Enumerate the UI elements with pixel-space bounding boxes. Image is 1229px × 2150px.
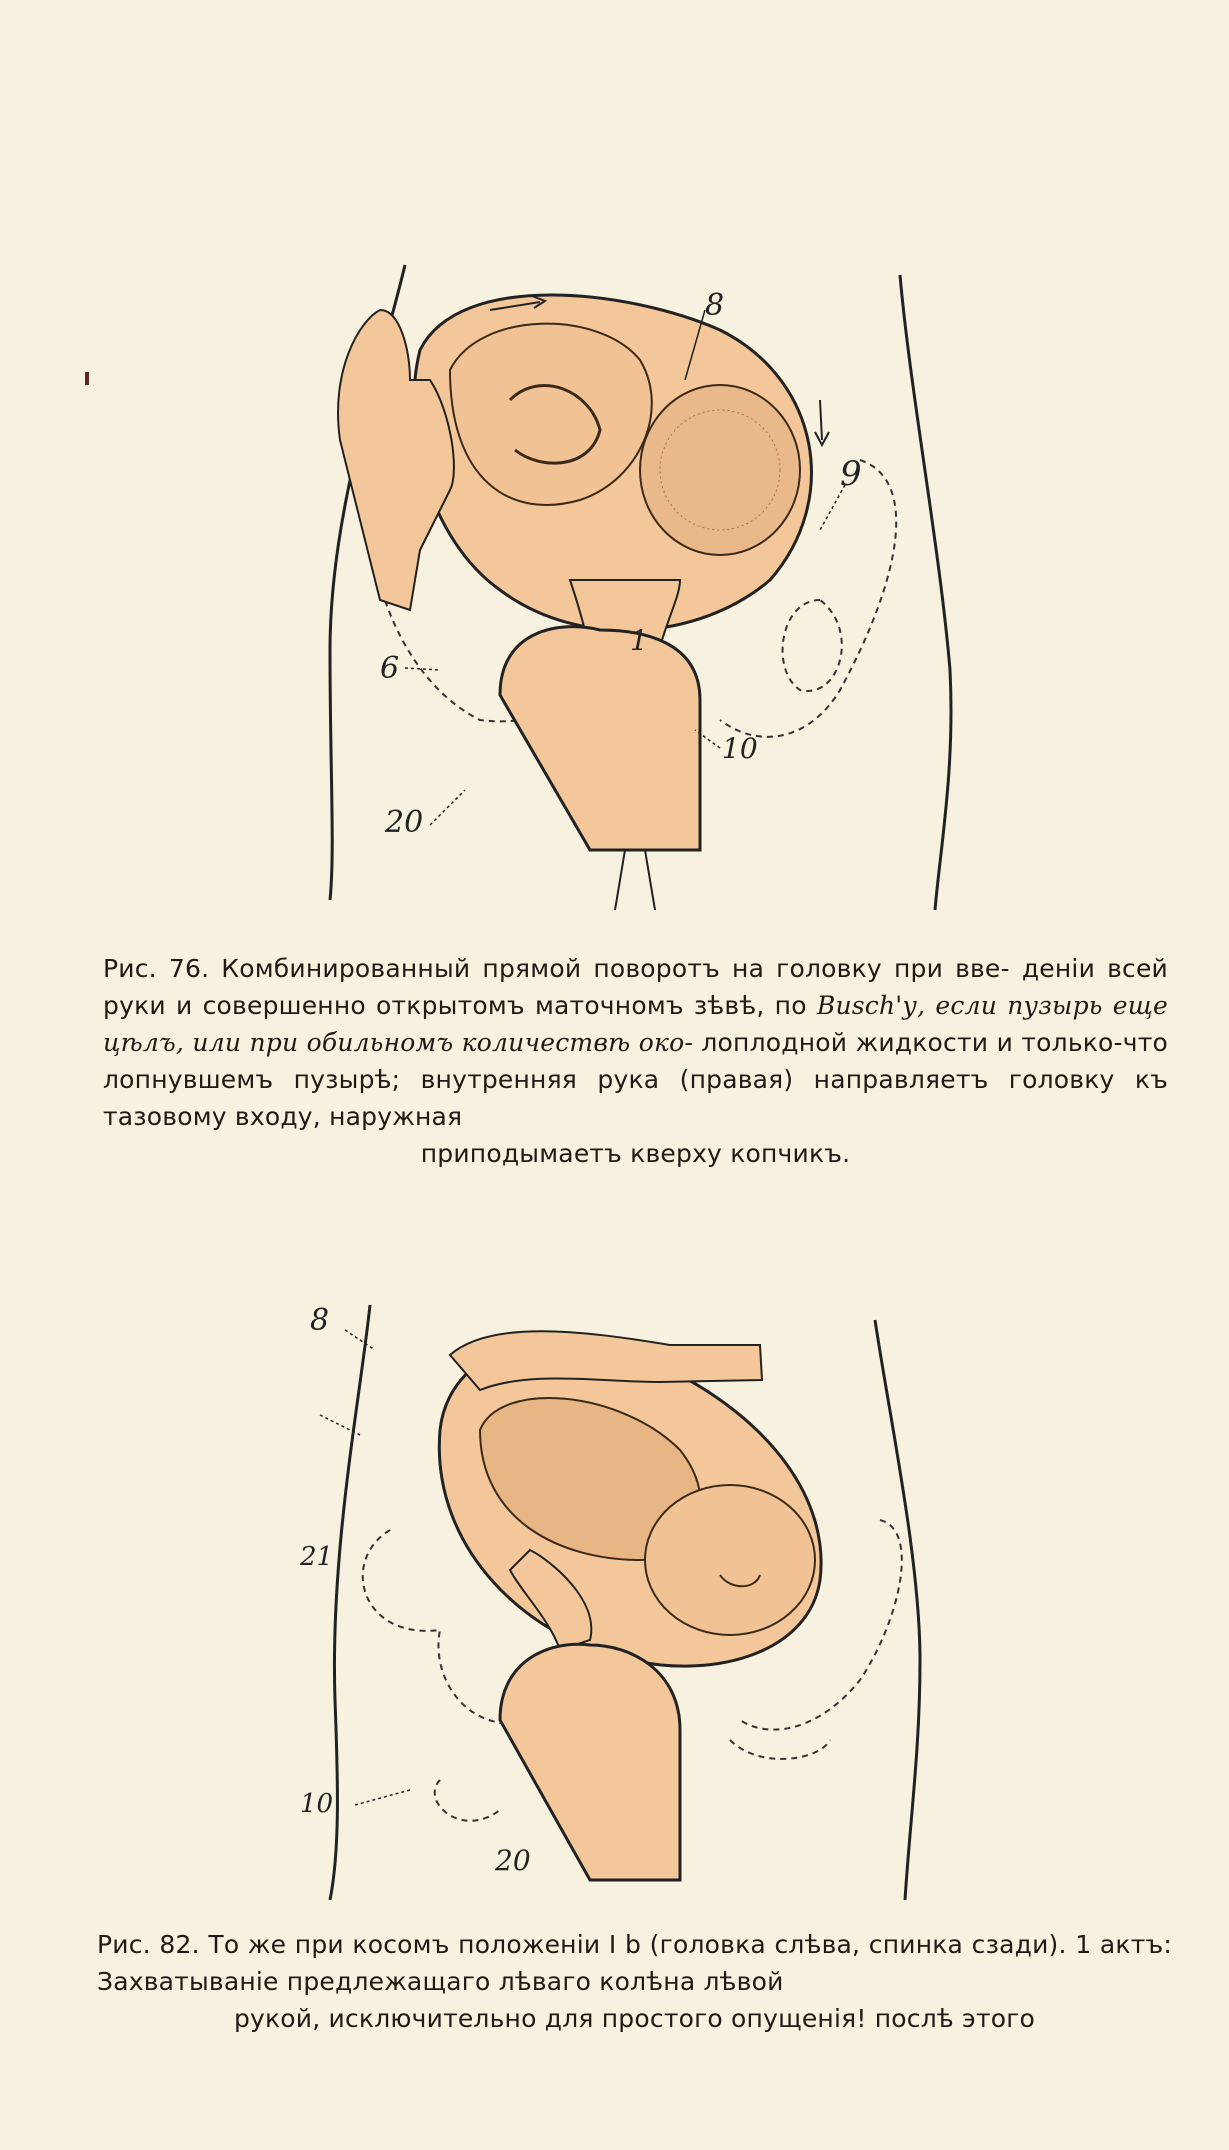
figure-82-number: Рис. 82. xyxy=(97,1930,200,1959)
caption-line: деніи всей руки и совершенно открытомъ маточномъ зѣвѣ, по xyxy=(103,954,1168,1020)
figure-76-drawing xyxy=(300,250,980,930)
caption-line: Busch'у, если пузырь еще цѣлъ, или при обильномъ количествѣ око- xyxy=(103,991,1169,1057)
caption-line: рука (правая) направляетъ головку къ тазовому входу, наружная xyxy=(103,1065,1168,1131)
fig82-label-20: 20 xyxy=(495,1844,531,1877)
caption-line: То же при косомъ положеніи I b (головка слѣва, спинка xyxy=(208,1930,964,1959)
fig76-label-6: 6 xyxy=(380,651,400,686)
figure-82-caption xyxy=(97,1926,1172,2037)
fig82-label-8: 8 xyxy=(310,1303,330,1338)
fig76-label-10: 10 xyxy=(722,732,758,765)
caption-line: сзади). 1 актъ: Захватываніе предлежащаго лѣваго колѣна лѣвой xyxy=(97,1930,1172,1996)
fig82-label-21: 21 xyxy=(300,1542,334,1572)
figure-76-caption xyxy=(103,950,1168,1172)
fig76-label-9: 9 xyxy=(840,454,862,494)
ink-speck xyxy=(85,372,89,385)
caption-line: приподымаетъ кверху копчикъ. xyxy=(420,1139,851,1168)
figure-82-drawing xyxy=(300,1300,980,1900)
fig76-label-20: 20 xyxy=(385,805,424,840)
fig82-label-10: 10 xyxy=(300,1789,334,1819)
fig76-label-1: 1 xyxy=(630,624,648,657)
figure-82-illustration xyxy=(300,1300,980,1900)
fig76-label-8: 8 xyxy=(705,288,725,323)
caption-line: рукой, исключительно для простого опущенія! послѣ этого xyxy=(233,2004,1036,2033)
caption-line: лоплодной жидкости и только-что лопнувшемъ пузырѣ; внутренняя xyxy=(103,1028,1168,1094)
caption-line: Комбинированный прямой поворотъ на головку при вве- xyxy=(221,954,1010,983)
figure-76-number: Рис. 76. xyxy=(103,954,210,983)
figure-76-illustration xyxy=(300,250,980,930)
